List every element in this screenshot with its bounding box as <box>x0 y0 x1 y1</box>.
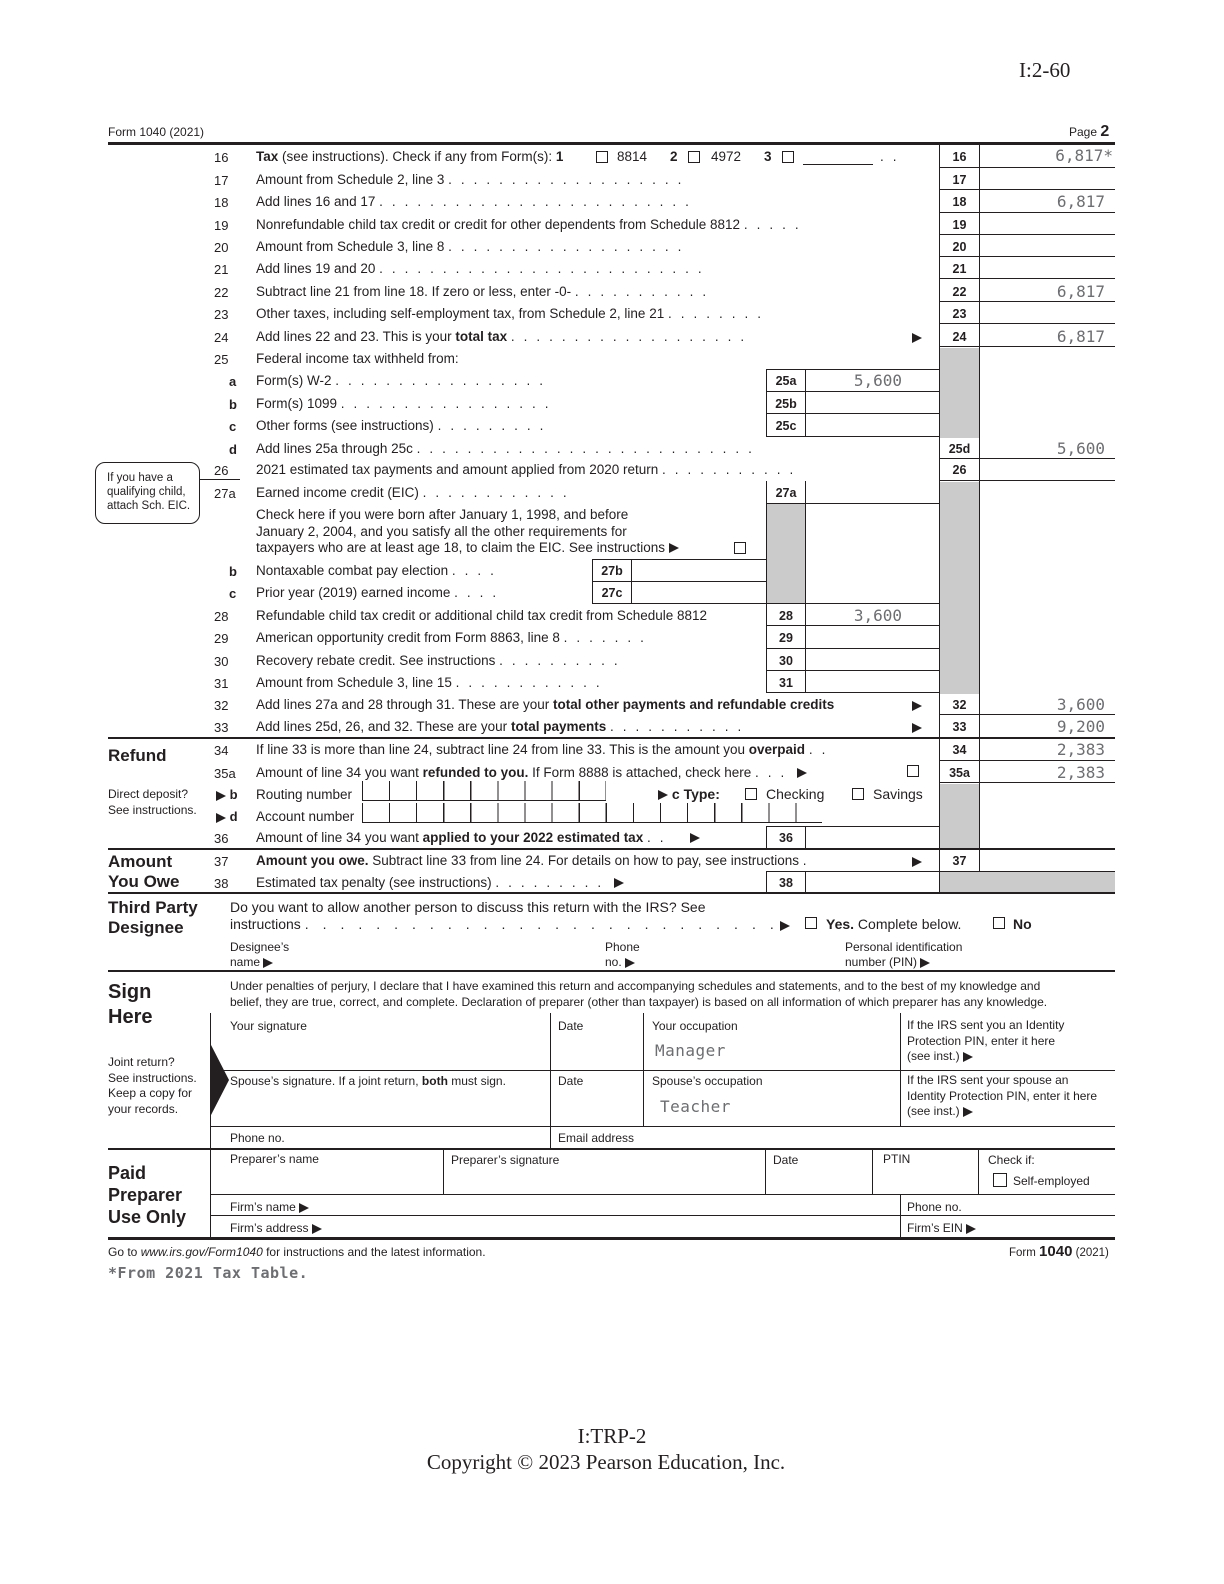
line-26-rule <box>939 480 1115 481</box>
line-27a-number: 27a <box>214 486 236 501</box>
self-employed-checkbox[interactable] <box>993 1173 1007 1187</box>
line-31-rule <box>766 692 939 693</box>
page-number: Page 2 <box>1069 123 1110 140</box>
line-24-arrow <box>912 330 922 345</box>
line-18-number: 18 <box>214 195 229 210</box>
line-27a-rule <box>766 503 939 504</box>
line-25c-sub: c <box>229 419 237 434</box>
form-4972-label: 4972 <box>711 149 742 164</box>
line-38-box: 38 <box>779 876 793 890</box>
eic-note <box>95 462 200 524</box>
line-25a-rule <box>766 391 939 392</box>
line-30-number: 30 <box>214 654 229 669</box>
perjury-line-1: Under penalties of perjury, I declare that I have examined this return and accompanying schedules and statements, and to the best of my knowledge and <box>230 979 1041 993</box>
designee-pin-label <box>845 940 962 970</box>
line-16-number: 16 <box>214 150 229 165</box>
line-25-number: 25 <box>214 352 229 367</box>
line-24-desc: Add lines 22 and 23. This is your total tax ................... <box>256 329 754 344</box>
designee-pin-2: number (PIN) <box>845 955 962 970</box>
savings-label: Savings <box>873 786 923 802</box>
line-28-box: 28 <box>779 609 793 623</box>
line-23-desc: Other taxes, including self-employment tax, from Schedule 2, line 21 ........ <box>256 306 770 321</box>
line-34-number: 34 <box>214 743 229 758</box>
sign-heading-2: Here <box>108 1006 153 1028</box>
line-35b-desc: Routing number <box>256 787 353 802</box>
your-signature-field[interactable] <box>230 1036 548 1068</box>
line-28-number: 28 <box>214 609 229 624</box>
left-col-rule <box>210 1013 211 1238</box>
designee-phone-1: Phone <box>605 940 640 954</box>
page-reference: I:2-60 <box>1019 58 1071 82</box>
check-if-label: Check if: <box>988 1153 1035 1167</box>
line-38-rule <box>108 892 1115 894</box>
third-party-yes-label: Yes. Complete below. <box>826 916 962 932</box>
direct-deposit-line-1: Direct deposit? <box>108 787 189 801</box>
form-3-checkbox[interactable] <box>782 151 794 163</box>
line-37-box: 37 <box>952 854 967 868</box>
line-34-desc: If line 33 is more than line 24, subtract line 24 from line 33. This is the amount you overpaid .. <box>256 742 835 757</box>
page-code: I:TRP-2 <box>577 1424 647 1448</box>
line-22-desc: Subtract line 21 from line 18. If zero or less, enter -0- ........... <box>256 284 716 299</box>
line-18-box: 18 <box>952 195 967 209</box>
eic-note-line-1: If you have a <box>107 472 173 484</box>
line-25b-box: 25b <box>775 397 797 411</box>
form-4972-checkbox[interactable] <box>688 151 700 163</box>
line-25c-desc: Other forms (see instructions) ......... <box>256 418 553 433</box>
line-25b-desc: Form(s) 1099 ................. <box>256 396 558 411</box>
sign-date-label: Date <box>558 1019 584 1033</box>
header-rule <box>108 142 1115 145</box>
line-34-rule <box>939 760 1115 761</box>
form-2-label: 2 <box>670 149 678 164</box>
line-33-number: 33 <box>214 720 229 735</box>
line-17-box: 17 <box>952 173 967 187</box>
line-36-rule <box>108 848 1115 850</box>
joint-return-note <box>108 1055 197 1117</box>
line-37-arrow <box>912 854 922 869</box>
third-party-heading-1: Third Party <box>108 898 198 917</box>
prep-col-2 <box>765 1150 766 1194</box>
line-25d-box: 25d <box>948 442 971 456</box>
line-20-number: 20 <box>214 240 229 255</box>
prep-col-1 <box>443 1150 444 1194</box>
shaded-25 <box>940 348 979 438</box>
line-35a-number: 35a <box>214 766 236 781</box>
line-27c-desc: Prior year (2019) earned income .... <box>256 585 506 600</box>
box-25-top <box>766 369 939 370</box>
copyright: Copyright © 2023 Pearson Education, Inc. <box>426 1450 786 1474</box>
line-25a-box: 25a <box>775 374 797 388</box>
prep-bottom-rule <box>108 1237 1115 1240</box>
ip-pin-label <box>907 1018 1064 1065</box>
line-18-desc: Add lines 16 and 17 ......................... <box>256 194 698 209</box>
third-party-question-1: Do you want to allow another person to discuss this return with the IRS? See <box>230 899 706 915</box>
checking-checkbox[interactable] <box>745 788 757 800</box>
line-25c-rule <box>766 436 939 437</box>
designee-phone-2: no. <box>605 955 640 970</box>
line-25b-rule <box>766 413 939 414</box>
line-31-desc: Amount from Schedule 3, line 15 ............ <box>256 675 609 690</box>
line-25d-amount[interactable]: 5,600 <box>1056 439 1105 458</box>
third-party-no-label: No <box>1013 916 1032 932</box>
line-21-box: 21 <box>952 262 967 276</box>
line-29-number: 29 <box>214 631 229 646</box>
line-36-desc: Amount of line 34 you want applied to your 2022 estimated tax .. <box>256 830 700 845</box>
spouse-date-label: Date <box>558 1074 584 1088</box>
line-27a-box: 27a <box>775 486 797 500</box>
line-26-box: 26 <box>952 463 967 477</box>
your-occupation-value[interactable]: Manager <box>655 1041 726 1060</box>
third-party-heading-2: Designee <box>108 918 184 937</box>
line-33-desc: Add lines 25d, 26, and 32. These are your total payments ........... <box>256 719 751 734</box>
eic-note-line-2: qualifying child, <box>107 486 186 498</box>
line-26-number: 26 <box>214 463 229 478</box>
footer-form-id: Form 1040 (2021) <box>1009 1243 1109 1260</box>
spouse-pin-3: (see inst.) <box>907 1104 1097 1120</box>
line-33-arrow <box>912 720 922 735</box>
sign-arrow-icon <box>210 1043 229 1117</box>
line-25d-desc: Add lines 25a through 25c ........................... <box>256 441 761 456</box>
line-27b-rule <box>592 581 766 582</box>
line-24-rule <box>939 346 1115 347</box>
line-27a-check-text <box>256 506 726 540</box>
line-25b-sub: b <box>229 397 237 412</box>
line-32-box: 32 <box>952 698 967 712</box>
phone-no-label: Phone no. <box>230 1131 285 1145</box>
prep-col-3 <box>872 1150 873 1194</box>
joint-note-3: Keep a copy for <box>108 1086 193 1100</box>
line-31-box: 31 <box>779 676 793 690</box>
eic-text-3: taxpayers who are at least age 18, to claim the EIC. See instructions <box>256 540 679 555</box>
designee-pin-1: Personal identification <box>845 940 963 954</box>
third-party-yes-checkbox[interactable] <box>805 917 817 929</box>
sign-here-heading <box>108 980 152 1030</box>
line-19-rule <box>939 234 1115 235</box>
line-25a-sub: a <box>229 374 237 389</box>
line-16-dots: .. <box>880 149 906 164</box>
shaded-35b <box>940 784 979 850</box>
line-35a-rule <box>939 782 1115 783</box>
form-8814-label: 8814 <box>617 149 648 164</box>
line-33-amount[interactable]: 9,200 <box>1056 717 1105 736</box>
line-22-number: 22 <box>214 285 229 300</box>
owe-heading-2: You Owe <box>108 872 180 891</box>
box-36-top <box>766 826 939 827</box>
your-signature-label: Your signature <box>230 1019 307 1033</box>
line-35a-amount[interactable]: 2,383 <box>1056 763 1105 782</box>
spouse-pin-2: Identity Protection PIN, enter it here <box>907 1088 1098 1103</box>
spouse-signature-field[interactable] <box>230 1092 548 1122</box>
form-8814-checkbox[interactable] <box>596 151 608 163</box>
line-21-number: 21 <box>214 262 229 277</box>
line-20-desc: Amount from Schedule 3, line 8 ................... <box>256 239 691 254</box>
line-26-desc: 2021 estimated tax payments and amount applied from 2020 return ........... <box>256 462 803 477</box>
preparer-heading-3: Use Only <box>108 1207 187 1227</box>
designee-label-1: Designee’s <box>230 940 290 954</box>
line-25-desc: Federal income tax withheld from: <box>256 351 459 366</box>
line-36-box: 36 <box>779 831 793 845</box>
third-party-heading <box>108 898 198 938</box>
joint-note-1: Joint return? <box>108 1055 175 1069</box>
joint-note-2: See instructions. <box>108 1070 197 1085</box>
line-30-box: 30 <box>779 654 793 668</box>
ip-pin-3: (see inst.) <box>907 1049 1064 1065</box>
refund-heading: Refund <box>108 746 167 765</box>
line-27c-box: 27c <box>601 586 623 600</box>
eic-note-line-3: attach Sch. EIC. <box>107 500 191 512</box>
line-29-desc: American opportunity credit from Form 8863, line 8 ....... <box>256 630 653 645</box>
email-label: Email address <box>558 1131 635 1145</box>
line-30-rule <box>766 670 939 671</box>
self-employed-label: Self-employed <box>1013 1174 1090 1188</box>
box-36-mid <box>805 826 806 848</box>
your-occupation-label: Your occupation <box>652 1019 738 1033</box>
sign-mid-rule <box>210 1070 1115 1071</box>
ip-pin-2: Protection PIN, enter it here <box>907 1033 1056 1048</box>
account-number-field[interactable] <box>362 803 822 823</box>
direct-deposit-line-2: See instructions. <box>108 803 197 817</box>
line-24-number: 24 <box>214 330 229 345</box>
line-22-box: 22 <box>952 285 967 299</box>
box-38-mid <box>805 871 806 892</box>
line-22-rule <box>939 301 1115 302</box>
line-35a-desc: Amount of line 34 you want refunded to you. If Form 8888 is attached, check here ... <box>256 765 807 780</box>
account-type-label: c Type: <box>658 786 720 802</box>
line-19-box: 19 <box>952 218 967 232</box>
shaded-27a-col <box>766 504 805 604</box>
line-33-rule <box>108 737 1115 739</box>
line-32-amount[interactable]: 3,600 <box>1056 695 1105 714</box>
line-16-desc: Tax (see instructions). Check if any from Form(s): 1 <box>256 149 564 164</box>
line-27b-box: 27b <box>601 564 623 578</box>
line-32-arrow <box>912 698 922 713</box>
sign-section-rule <box>108 1148 1115 1150</box>
line-20-rule <box>939 256 1115 257</box>
line-28-rule <box>766 625 939 626</box>
checking-label: Checking <box>766 786 825 802</box>
spouse-occupation-value[interactable]: Teacher <box>660 1097 731 1116</box>
preparer-signature-label: Preparer’s signature <box>451 1153 560 1167</box>
prep-rule-2 <box>210 1215 1115 1216</box>
line-18-rule <box>939 212 1115 213</box>
line-27a-desc: Earned income credit (EIC) ............ <box>256 485 576 500</box>
firm-address-label: Firm’s address <box>230 1221 322 1235</box>
designee-pin-field[interactable] <box>950 958 1115 970</box>
sign-bottom-rule <box>210 1126 1115 1127</box>
joint-note-4: your records. <box>108 1101 179 1116</box>
designee-name-label <box>230 940 289 970</box>
line-36-number: 36 <box>214 831 229 846</box>
line-24-box: 24 <box>952 330 967 344</box>
third-party-no-checkbox[interactable] <box>993 917 1005 929</box>
line-25a-desc: Form(s) W-2 ................. <box>256 373 553 388</box>
preparer-heading-1: Paid <box>108 1163 147 1183</box>
line-24-amount[interactable]: 6,817 <box>1056 327 1105 346</box>
line-28-desc: Refundable child tax credit or additional child tax credit from Schedule 8812 <box>256 608 708 623</box>
form-8888-checkbox[interactable] <box>907 765 919 777</box>
line-17-number: 17 <box>214 173 229 188</box>
line-29-box: 29 <box>779 631 793 645</box>
line-37-rule <box>766 871 1115 872</box>
line-21-rule <box>939 278 1115 279</box>
eic-text-1: Check here if you were born after January 1, 1998, and before <box>256 507 629 522</box>
line-27b-sub: b <box>229 564 237 579</box>
spouse-signature-label: Spouse’s signature. If a joint return, both must sign. <box>230 1074 506 1088</box>
spouse-pin-label <box>907 1073 1097 1120</box>
box-27-mid <box>805 481 806 693</box>
preparer-date-label: Date <box>773 1153 799 1167</box>
line-19-number: 19 <box>214 218 229 233</box>
amount-you-owe-heading <box>108 852 179 892</box>
line-38-number: 38 <box>214 876 229 891</box>
line-29-rule <box>766 648 939 649</box>
third-party-question-2: instructions ........................... <box>230 916 788 932</box>
line-32-rule <box>939 714 1115 715</box>
shaded-38 <box>940 872 1115 892</box>
line-22-amount[interactable]: 6,817 <box>1056 282 1105 301</box>
line-16-amount[interactable]: 6,817* <box>1055 146 1113 165</box>
line-25d-sub: d <box>229 442 237 457</box>
third-party-question <box>230 899 795 916</box>
spouse-occupation-label: Spouse’s occupation <box>652 1074 763 1088</box>
line-25d-rule <box>939 458 1115 459</box>
line-34-amount[interactable]: 2,383 <box>1056 740 1105 759</box>
direct-deposit-note <box>108 786 197 818</box>
perjury-statement <box>230 978 1115 1010</box>
line-34-box: 34 <box>952 743 967 757</box>
line-35b-sub: b <box>216 787 238 802</box>
line-31-number: 31 <box>214 676 229 691</box>
form-year-header: Form 1040 (2021) <box>108 125 205 139</box>
line-33-box: 33 <box>952 720 967 734</box>
line-27c-sub: c <box>229 586 237 601</box>
line-18-amount[interactable]: 6,817 <box>1056 192 1105 211</box>
eic-age-checkbox[interactable] <box>734 542 746 554</box>
line-20-box: 20 <box>952 240 967 254</box>
shaded-27 <box>940 482 979 694</box>
line-23-box: 23 <box>952 307 967 321</box>
form-3-label: 3 <box>764 149 772 164</box>
line-27a-check-rule <box>592 559 766 560</box>
line-16-box: 16 <box>952 150 967 164</box>
line-32-number: 32 <box>214 698 229 713</box>
tax-table-note: *From 2021 Tax Table. <box>108 1264 309 1282</box>
line-35a-box: 35a <box>949 766 970 780</box>
savings-checkbox[interactable] <box>852 788 864 800</box>
line-32-desc: Add lines 27a and 28 through 31. These are your total other payments and refundable credits <box>256 697 835 712</box>
line-16-rule <box>939 167 1115 168</box>
line-38-desc: Estimated tax penalty (see instructions) ......... <box>256 875 624 890</box>
line-35d-sub: d <box>216 809 238 824</box>
line-19-desc: Nonrefundable child tax credit or credit for other dependents from Schedule 8812 ..... <box>256 217 808 232</box>
preparer-heading-2: Preparer <box>108 1185 183 1205</box>
third-party-rule <box>108 970 1115 972</box>
line-30-desc: Recovery rebate credit. See instructions .......... <box>256 653 627 668</box>
line-17-rule <box>939 189 1115 190</box>
line-35d-desc: Account number <box>256 809 355 824</box>
prep-rule-1 <box>210 1194 1115 1195</box>
ip-pin-1: If the IRS sent you an Identity <box>907 1018 1065 1032</box>
spouse-pin-1: If the IRS sent your spouse an <box>907 1073 1069 1087</box>
owe-heading-1: Amount <box>108 852 173 871</box>
line-21-desc: Add lines 19 and 20 .......................... <box>256 261 711 276</box>
line-25a-amount[interactable]: 5,600 <box>853 371 902 390</box>
firm-name-label: Firm’s name <box>230 1200 309 1214</box>
line-28-amount[interactable]: 3,600 <box>853 606 902 625</box>
line-27b-desc: Nontaxable combat pay election .... <box>256 563 503 578</box>
routing-number-field[interactable] <box>362 781 606 801</box>
eic-text-2: January 2, 2004, and you satisfy all the other requirements for <box>256 524 627 539</box>
designee-phone-label <box>605 940 640 970</box>
third-party-arrow <box>780 918 790 933</box>
prep-col-4 <box>978 1150 979 1194</box>
line-37-number: 37 <box>214 854 229 869</box>
footer-instructions: Go to www.irs.gov/Form1040 for instructions and the latest information. <box>108 1245 486 1259</box>
line-37-desc: Amount you owe. Subtract line 33 from line 24. For details on how to pay, see instructions . <box>256 853 816 868</box>
sign-heading-1: Sign <box>108 981 152 1003</box>
line-25c-box: 25c <box>775 419 797 433</box>
line-23-rule <box>939 323 1115 324</box>
paid-preparer-heading <box>108 1162 186 1228</box>
designee-label-2: name <box>230 955 289 970</box>
firm-phone-label: Phone no. <box>907 1200 962 1214</box>
line-26-left-rule <box>200 479 240 480</box>
firm-ein-label: Firm’s EIN <box>907 1221 976 1235</box>
preparer-name-label: Preparer’s name <box>230 1152 319 1166</box>
line-23-number: 23 <box>214 307 229 322</box>
phone-email-divider <box>550 1126 551 1148</box>
form-3-input-line[interactable] <box>803 164 873 165</box>
line-27c-rule <box>592 603 939 604</box>
perjury-line-2: belief, they are true, correct, and complete. Declaration of preparer (other than taxpayer) is based on all information of which preparer has any knowledge. <box>230 995 1048 1009</box>
ptin-label: PTIN <box>883 1152 911 1166</box>
prep-col-5 <box>900 1194 901 1238</box>
line-17-desc: Amount from Schedule 2, line 3 ................... <box>256 172 691 187</box>
